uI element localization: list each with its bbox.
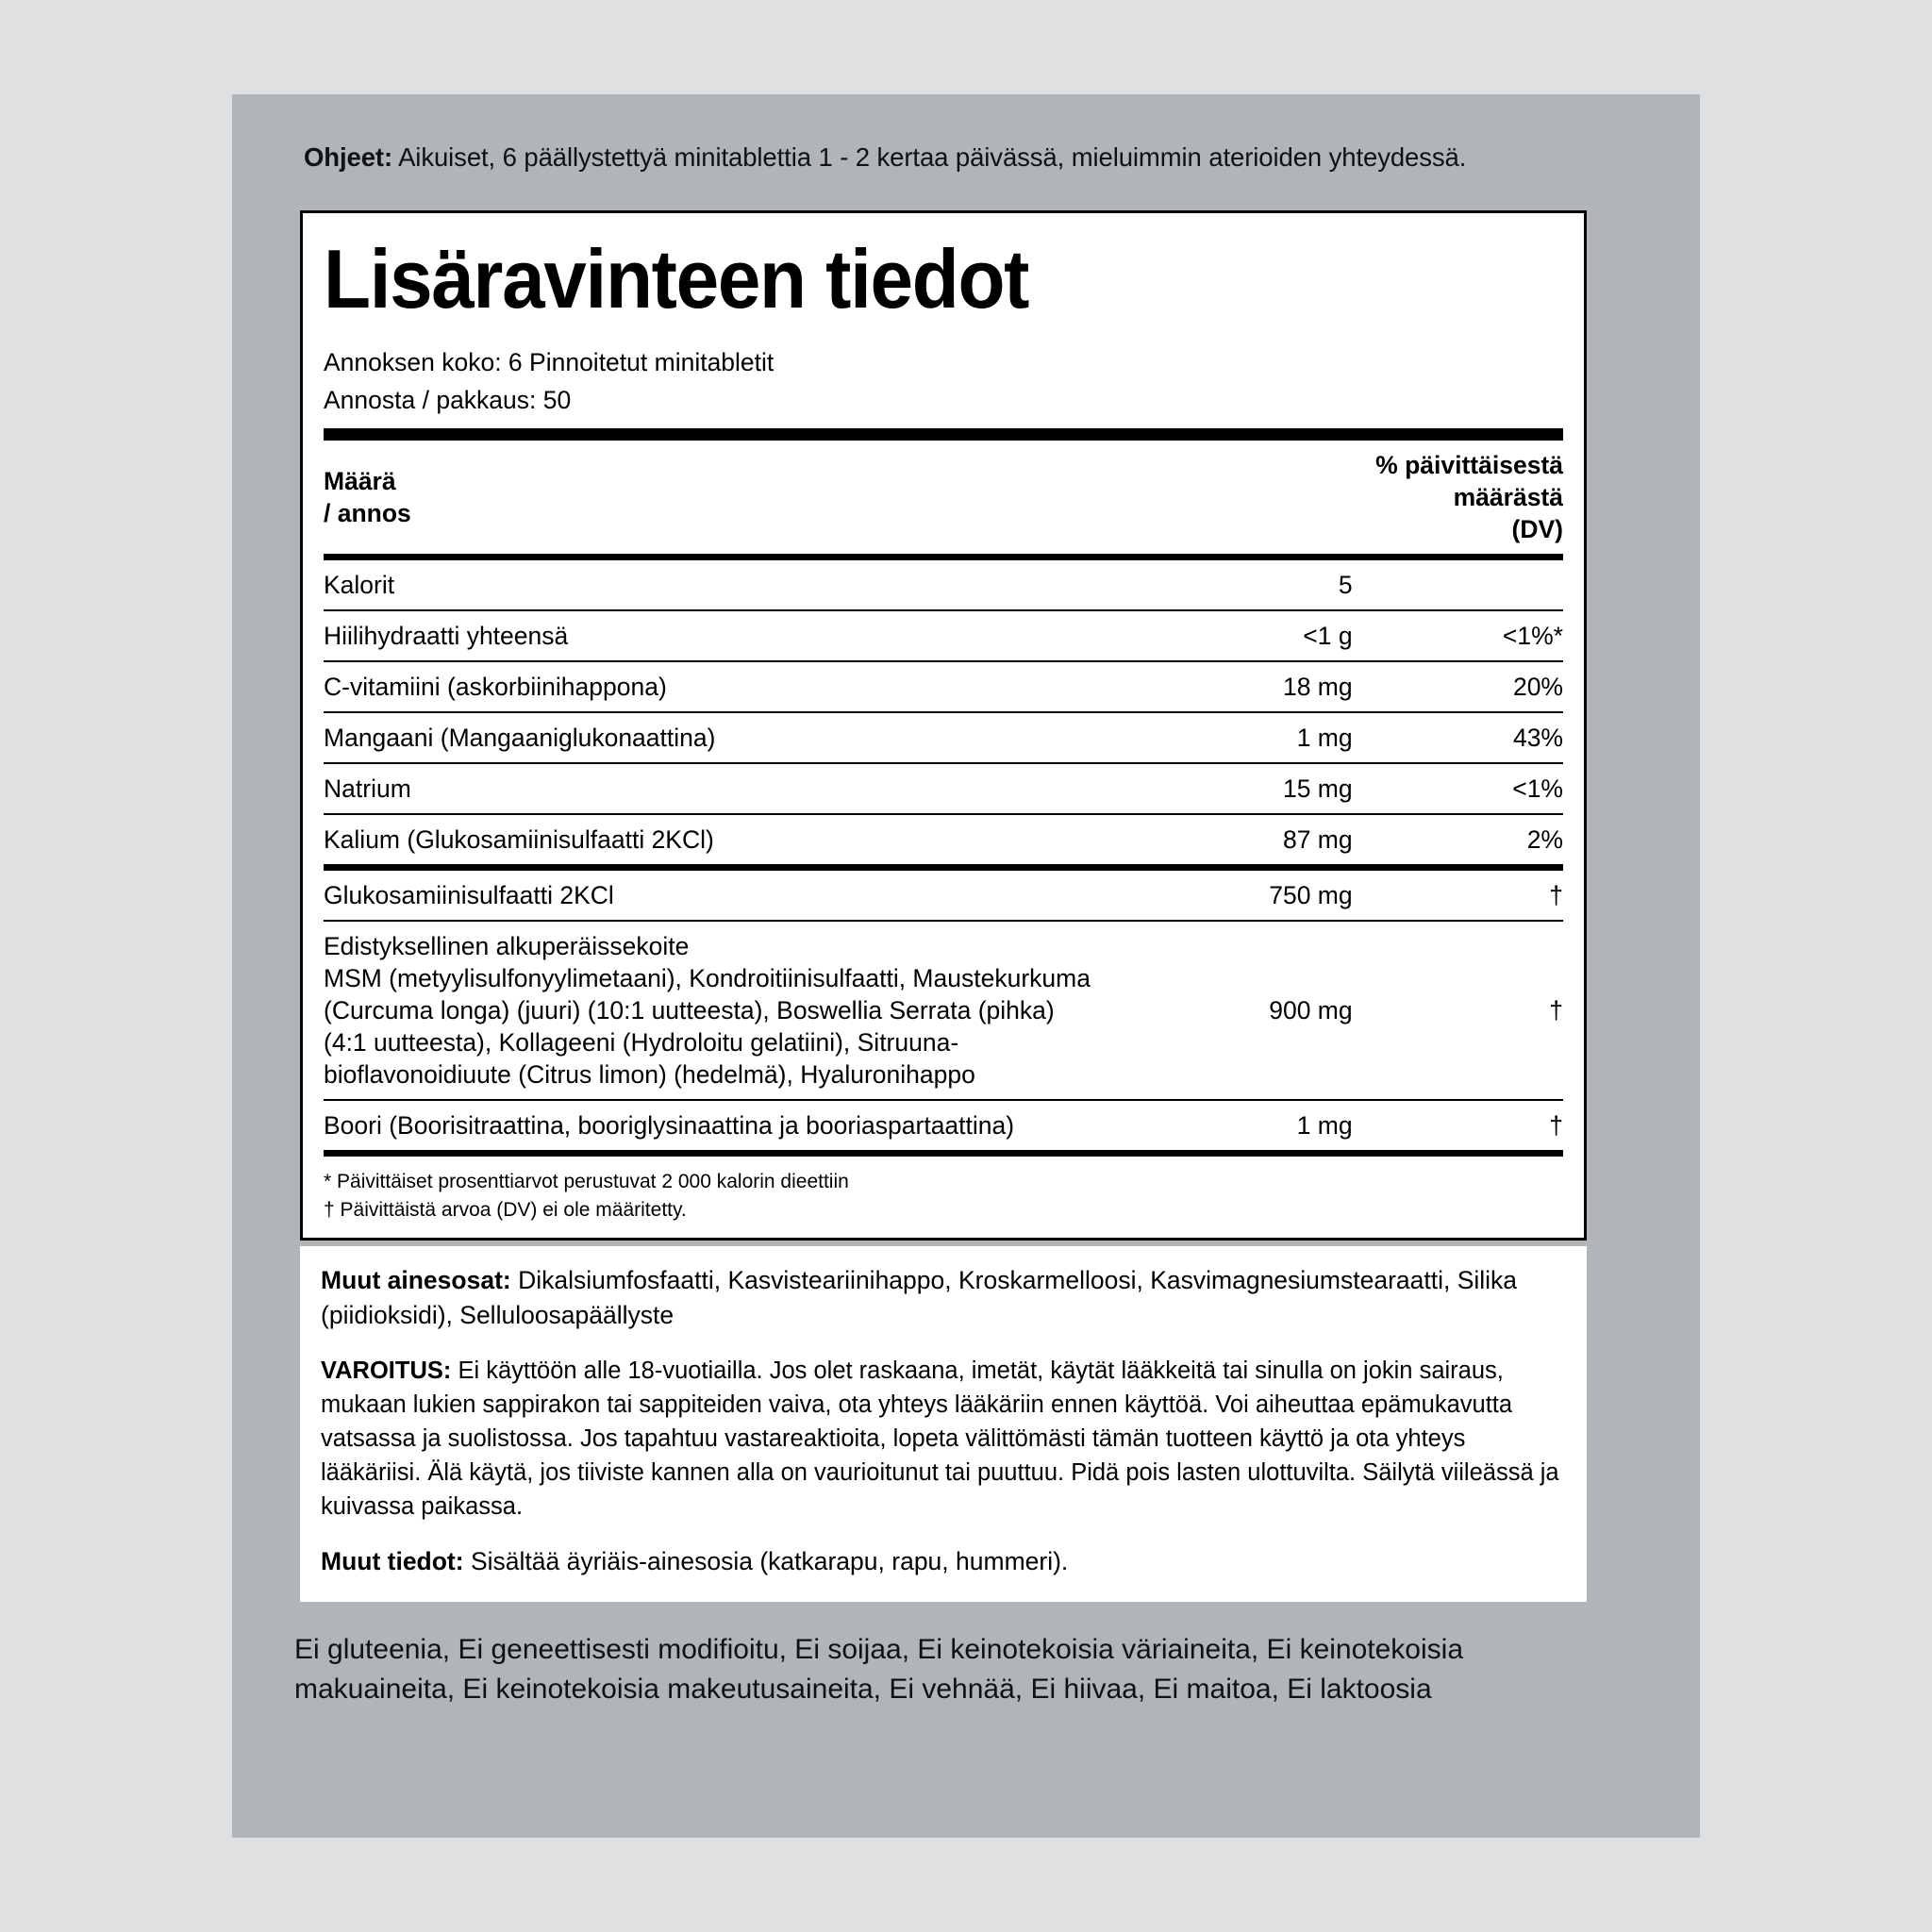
nutrient-dv: 43% [1353,712,1563,763]
nutrient-rows-table [324,560,1563,1150]
serving-size: Annoksen koko: 6 Pinnoitetut minitabletit [324,348,774,376]
header-amount-line1: Määrä [324,467,396,495]
divider-below-table [324,1150,1563,1157]
nutrient-amount: 18 mg [1092,661,1353,712]
servings-per-container: Annosta / pakkaus: 50 [324,386,572,414]
table-header-row [324,440,1563,554]
directions-label: Ohjeet: [304,142,393,172]
page-title: Lisäravinteen tiedot [324,232,1029,325]
other-info-label: Muut tiedot: [321,1547,464,1575]
blend-ingredients: MSM (metyylisulfonyylimetaani), Kondroitiinisulfaatti, Maustekurkuma (Curcuma longa) (juuri) (10:1 uutteesta), Boswellia Serrata (pihka) (4:1 uutteesta), Kollageeni (Hydroloitu gelatiini), Sitruuna-bioflavonoidiuute (Citrus limon) (hedelmä), Hyaluronihappo [324,964,1091,1089]
directions-line [304,142,1643,174]
nutrient-dv: 2% [1353,814,1563,868]
table-row [324,712,1563,763]
header-dv-line2: määrästä [1453,483,1563,511]
nutrient-name: C-vitamiini (askorbiinihappona) [324,661,1092,712]
nutrient-name: Hiilihydraatti yhteensä [324,610,1092,661]
nutrient-amount: 1 mg [1092,712,1353,763]
serving-info [324,343,1563,419]
header-amount-cell [324,440,1092,554]
other-ingredients-label: Muut ainesosat: [321,1266,511,1294]
footnote-asterisk: * Päivittäiset prosenttiarvot perustuvat 2 000 kalorin dieettiin [324,1171,849,1192]
proprietary-blend-row [324,921,1563,1100]
nutrient-dv: † [1353,1100,1563,1150]
table-row [324,661,1563,712]
nutrient-name: Kalorit [324,571,395,599]
nutrient-dv: † [1353,868,1563,922]
nutrient-amount: <1 g [1092,610,1353,661]
table-row [324,763,1563,814]
blend-title: Edistyksellinen alkuperäissekoite [324,932,690,960]
nutrient-dv: <1%* [1353,610,1563,661]
nutrient-amount: 1 mg [1092,1100,1353,1150]
table-row [324,868,1563,922]
nutrient-name: Natrium [324,763,1092,814]
nutrient-dv: <1% [1353,763,1563,814]
table-row [324,1100,1563,1150]
table-row [324,560,1563,610]
supplement-label-card [232,94,1700,1838]
nutrient-amount: 750 mg [1092,868,1353,922]
header-spacer-cell [1092,440,1353,554]
lower-info-block [300,1246,1587,1602]
blend-name-cell [324,921,1092,1100]
footnotes [324,1157,1563,1224]
table-row [324,610,1563,661]
footnote-dagger: † Päivittäistä arvoa (DV) ei ole määritetty. [324,1199,687,1221]
directions-text: Aikuiset, 6 päällystettyä minitablettia 1 - 2 kertaa päivässä, mieluimmin aterioiden yhteydessä. [392,142,1467,172]
nutrient-name: Boori (Boorisitraattina, booriglysinaattina ja booriaspartaattina) [324,1100,1092,1150]
nutrient-amount: 87 mg [1092,814,1353,868]
other-ingredients [321,1263,1566,1333]
nutrient-amount: 5 [1338,571,1353,599]
blend-amount: 900 mg [1092,921,1353,1100]
nutrient-amount: 15 mg [1092,763,1353,814]
header-dv-line1: % päivittäisestä [1375,451,1563,479]
divider-below-header [324,554,1563,560]
warning-label: VAROITUS: [321,1357,452,1384]
nutrition-facts-table [324,439,1563,554]
warning-paragraph [321,1354,1566,1524]
table-row [324,814,1563,868]
other-info-text: Sisältää äyriäis-ainesosia (katkarapu, rapu, hummeri). [463,1547,1069,1575]
free-from-claims: Ei gluteenia, Ei geneettisesti modifioitu, Ei soijaa, Ei keinotekoisia väriaineita, Ei keinotekoisia makuaineita, Ei keinotekoisia makeutusaineita, Ei vehnää, Ei hiivaa, Ei maitoa, Ei laktoosia [294,1634,1464,1705]
nutrient-name: Kalium (Glukosamiinisulfaatti 2KCl) [324,814,1092,868]
warning-text: Ei käyttöön alle 18-vuotiailla. Jos olet raskaana, imetät, käytät lääkkeitä tai sinulla on jokin sairaus, mukaan lukien sappirakon tai sappiteiden vaiva, ota yhteys lääkäriin ennen käyttöä. Voi aiheuttaa epämukavutta vatsassa ja suolistossa. Jos tapahtuu vastareaktioita, lopeta välittömästi tämän tuotteen käyttö ja ota yhteys lääkäriisi. Älä käytä, jos tiiviste kannen alla on vaurioitunut tai puuttuu. Pidä pois lasten ulottuvilta. Säilytä viileässä ja kuivassa paikassa. [321,1357,1559,1520]
other-ingredients-text: Dikalsiumfosfaatti, Kasvisteariinihappo, Kroskarmelloosi, Kasvimagnesiumstearaatti, Silika (piidioksidi), Selluloosapäällyste [321,1266,1518,1329]
divider-thick-top [324,428,1563,439]
header-amount-line2: / annos [324,499,411,527]
nutrient-name: Glukosamiinisulfaatti 2KCl [324,868,1092,922]
nutrient-dv [1353,560,1563,610]
other-info-paragraph [321,1544,1566,1579]
nutrient-dv: 20% [1353,661,1563,712]
header-dv-line3: (DV) [1511,515,1563,543]
blend-dv: † [1353,921,1563,1100]
supplement-facts-panel [300,210,1587,1241]
nutrient-name: Mangaani (Mangaaniglukonaattina) [324,712,1092,763]
header-dv-cell [1353,440,1563,554]
